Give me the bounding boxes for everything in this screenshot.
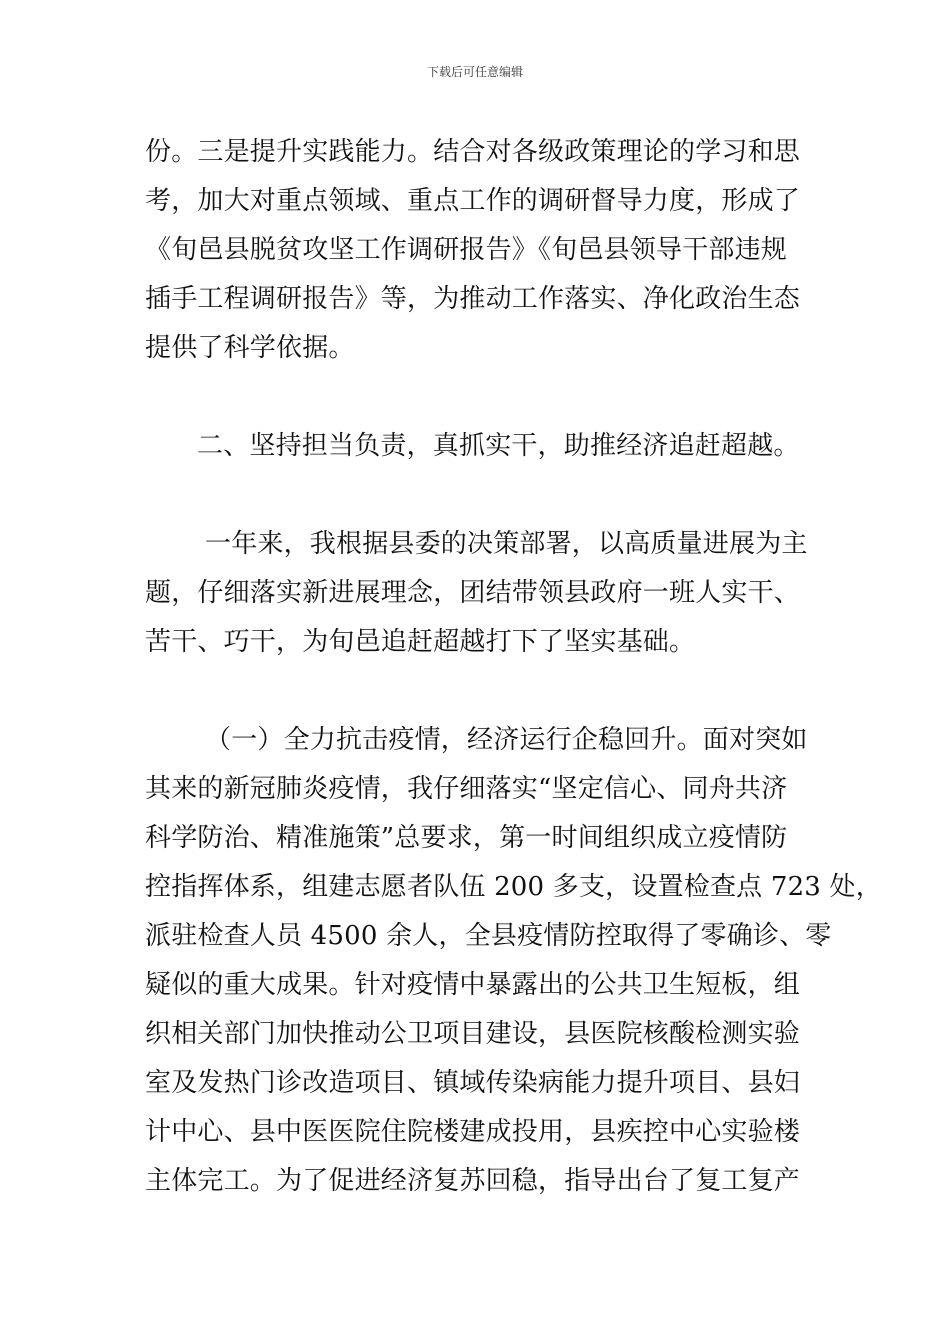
- paragraph-practice-ability: [145, 128, 835, 373]
- text-line: 一年来，我根据县委的决策部署，以高质量进展为主: [205, 529, 808, 559]
- text-line: 其来的新冠肺炎疫情，我仔细落实“坚定信心、同舟共济: [145, 774, 788, 804]
- page-header: 下载后可任意编辑: [426, 65, 523, 79]
- text-line: 考，加大对重点领域、重点工作的调研督导力度，形成了: [145, 186, 801, 216]
- text-line: 派驻检查人员 4500 余人，全县疫情防控取得了零确诊、零: [145, 921, 832, 951]
- text-line: 室及发热门诊改造项目、镇域传染病能力提升项目、县妇: [145, 1068, 801, 1098]
- paragraph-gap: [145, 667, 835, 716]
- text-line: 织相关部门加快推动公卫项目建设，县医院核酸检测实验: [145, 1019, 801, 1049]
- paragraph-epidemic-response: [145, 716, 882, 1206]
- section-heading: 二、坚持担当负责，真抓实干，助推经济追赶超越。: [197, 431, 800, 461]
- text-line: 份。三是提升实践能力。结合对各级政策理论的学习和思: [145, 137, 801, 167]
- text-line: 提供了科学依据。: [145, 333, 355, 363]
- paragraph-gap: [145, 471, 835, 520]
- document-body: [145, 128, 882, 1206]
- text-line: 主体完工。为了促进经济复苏回稳，指导出台了复工复产: [145, 1166, 801, 1196]
- section-heading-two: [145, 422, 835, 471]
- text-line: 疑似的重大成果。针对疫情中暴露出的公共卫生短板，组: [145, 970, 801, 1000]
- text-line: 插手工程调研报告》等，为推动工作落实、净化政治生态: [145, 284, 801, 314]
- text-line: 控指挥体系，组建志愿者队伍 200 多支，设置检查点 723 处，: [145, 872, 882, 902]
- text-line: 计中心、县中医医院住院楼建成投用，县疾控中心实验楼: [145, 1117, 801, 1147]
- text-line: （一）全力抗击疫情，经济运行企稳回升。面对突如: [205, 725, 808, 755]
- paragraph-year-summary: [145, 520, 835, 667]
- text-line: 科学防治、精准施策”总要求，第一时间组织成立疫情防: [145, 823, 788, 853]
- text-line: 题，仔细落实新进展理念，团结带领县政府一班人实干、: [145, 578, 801, 608]
- text-line: 苦干、巧干，为旬邑追赶超越打下了坚实基础。: [145, 627, 696, 657]
- text-line: 《旬邑县脱贫攻坚工作调研报告》《旬邑县领导干部违规: [145, 235, 788, 265]
- paragraph-gap: [145, 373, 835, 422]
